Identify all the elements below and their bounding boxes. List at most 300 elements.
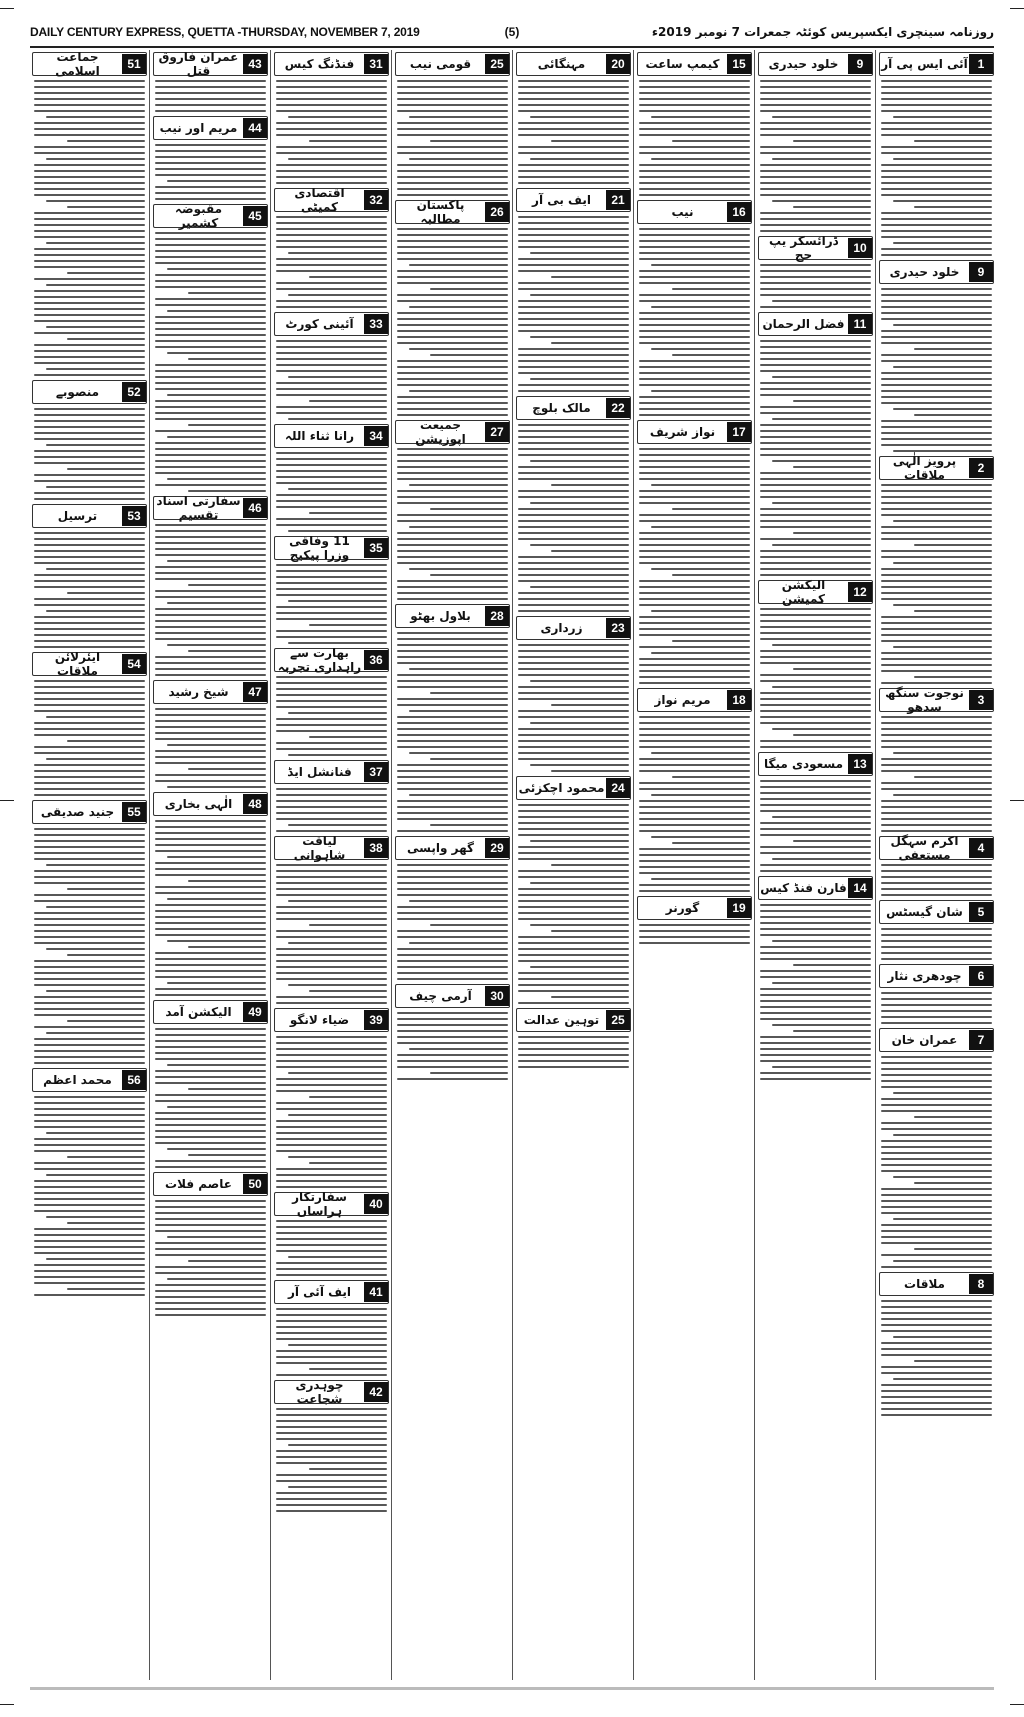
text-line [276,182,387,184]
news-story [758,752,873,872]
text-line [288,294,387,296]
text-line [34,1108,145,1110]
text-line [518,448,629,450]
text-line [397,152,508,154]
masthead [30,20,994,44]
text-line [881,1158,992,1160]
news-story [274,424,389,532]
text-line [276,700,387,702]
text-line [518,324,629,326]
text-line [167,180,266,182]
text-line [518,816,629,818]
text-line [639,758,750,760]
text-line [188,292,267,294]
text-line [772,158,871,160]
text-line [276,706,387,708]
column-2 [758,50,873,1680]
text-line [881,1080,992,1082]
text-line [155,1142,266,1144]
text-line [34,1282,145,1284]
text-line [155,850,266,852]
story-number-badge: 25 [606,1010,630,1030]
text-line [34,586,145,588]
text-line [760,692,871,694]
news-story [879,456,994,684]
text-line [155,542,266,544]
text-line [276,594,387,596]
text-line [881,372,992,374]
text-line [409,348,508,350]
text-line [155,1212,266,1214]
story-headline-box [879,456,994,480]
text-line [639,514,750,516]
text-line [760,698,871,700]
text-line [276,1120,387,1122]
text-line [155,86,266,88]
text-line [430,354,509,356]
text-line [639,460,750,462]
crop-mark-top-left [0,8,14,9]
text-line [397,680,508,682]
text-line [276,864,387,866]
story-body-text [274,676,389,756]
text-line [155,376,266,378]
text-line [397,580,508,582]
text-line [639,830,750,832]
text-line [881,1312,992,1314]
text-line [760,490,871,492]
text-line [397,722,508,724]
text-line [914,1182,993,1184]
story-title: اقتصادی کمیٹی [294,186,345,214]
text-line [639,930,750,932]
news-story [32,380,147,500]
text-line [397,454,508,456]
text-line [893,562,992,564]
text-line [518,372,629,374]
text-line [155,1230,266,1232]
text-line [309,990,388,992]
story-headline-box [274,1008,389,1032]
text-line [155,578,266,580]
text-line [881,1022,992,1024]
text-line [397,372,508,374]
text-line [518,954,629,956]
text-line [397,960,508,962]
story-number-badge: 53 [122,506,146,526]
text-line [167,352,266,354]
text-line [881,1010,992,1012]
text-line [893,1134,992,1136]
text-line [34,314,145,316]
text-line [881,432,992,434]
text-line [276,464,387,466]
text-line [34,1038,145,1040]
text-line [155,454,266,456]
text-line [155,1266,266,1268]
story-number-badge: 27 [485,422,509,442]
text-line [760,164,871,166]
story-number-badge: 16 [727,202,751,222]
text-line [518,258,629,260]
story-title: الیکشن کمیشن [781,578,826,606]
text-line [34,290,145,292]
text-line [155,1052,266,1054]
text-line [760,638,871,640]
text-line [760,340,871,342]
story-title: 11 وفاقی وزرا پیکیج [289,534,350,562]
news-story [274,1192,389,1276]
text-line [397,906,508,908]
text-line [155,466,266,468]
text-line [276,482,387,484]
text-line [34,230,145,232]
text-line [397,520,508,522]
text-line [639,562,750,564]
story-number-badge: 28 [485,606,509,626]
text-line [34,574,145,576]
text-line [67,338,146,340]
text-line [397,698,508,700]
story-number-badge: 52 [122,382,146,402]
news-story [516,188,631,392]
text-line [155,316,266,318]
text-line [276,1180,387,1182]
text-line [397,930,508,932]
text-line [881,864,992,866]
text-line [188,880,267,882]
text-line [881,532,992,534]
text-line [518,92,629,94]
story-headline-box [516,776,631,800]
text-line [276,748,387,750]
text-line [155,832,266,834]
text-line [34,704,145,706]
text-line [639,544,750,546]
text-line [518,644,629,646]
text-line [518,746,629,748]
text-line [397,728,508,730]
text-line [34,616,145,618]
text-line [397,1024,508,1026]
text-line [276,1362,387,1364]
text-line [155,910,266,912]
story-body-text [395,864,510,980]
story-number-badge: 9 [848,54,872,74]
text-line [881,294,992,296]
text-line [639,448,750,450]
text-line [760,182,871,184]
text-line [276,996,387,998]
story-number-badge: 47 [243,682,267,702]
text-line [760,916,871,918]
text-line [34,876,145,878]
text-line [639,282,750,284]
text-line [760,716,871,718]
text-line [155,976,266,978]
text-line [155,1100,266,1102]
text-line [518,834,629,836]
story-number-badge: 55 [122,802,146,822]
news-story [637,688,752,892]
text-line [155,916,266,918]
text-line [155,928,266,930]
text-line [155,1028,266,1030]
text-line [760,454,871,456]
text-line [518,918,629,920]
text-line [167,856,266,858]
text-line [760,1006,871,1008]
story-title: خلود حیدری [889,265,960,279]
text-line [397,170,508,172]
text-line [34,474,145,476]
text-line [881,1004,992,1006]
text-line [881,224,992,226]
news-story [32,652,147,796]
text-line [276,288,387,290]
text-line [276,582,387,584]
text-line [34,894,145,896]
text-line [914,206,993,208]
news-story [153,496,268,676]
text-line [639,734,750,736]
text-line [276,258,387,260]
story-title: بھارت سے راہداری تجربہ [277,646,362,674]
story-headline-box [274,836,389,860]
text-line [518,384,629,386]
text-line [430,924,509,926]
text-line [881,384,992,386]
text-line [276,170,387,172]
text-line [409,668,508,670]
text-line [155,150,266,152]
text-line [881,360,992,362]
news-story [395,200,510,416]
text-line [881,176,992,178]
text-line [881,300,992,302]
text-line [397,258,508,260]
text-line [276,618,387,620]
text-line [760,904,871,906]
text-line [760,680,871,682]
text-line [397,104,508,106]
story-body-text [153,1028,268,1168]
text-line [760,1060,871,1062]
text-line [639,924,750,926]
text-line [397,788,508,790]
text-line [672,288,751,290]
text-line [639,146,750,148]
text-line [155,1130,266,1132]
story-title: مسعودی میگا [763,757,844,771]
story-headline-box [879,688,994,712]
text-line [67,206,146,208]
text-line [288,252,387,254]
text-line [34,1264,145,1266]
story-title: پرویز الٰہی ملاقات [892,454,957,482]
text-line [397,972,508,974]
text-line [155,1046,266,1048]
text-line [881,992,992,994]
text-line [397,234,508,236]
text-line [276,1414,387,1416]
text-line [639,234,750,236]
text-line [397,870,508,872]
text-line [155,958,266,960]
text-line [639,556,750,558]
story-title: رانا ثناء اللہ [285,429,354,443]
text-line [46,284,145,286]
story-number-badge: 3 [969,690,993,710]
text-line [397,830,508,832]
text-line [760,170,871,172]
text-line [518,1048,629,1050]
text-line [288,754,387,756]
text-line [760,212,871,214]
news-story [879,260,994,452]
text-line [772,1024,871,1026]
text-line [639,676,750,678]
text-line [881,1200,992,1202]
text-line [518,164,629,166]
text-line [34,722,145,724]
text-line [639,604,750,606]
text-line [155,104,266,106]
text-line [155,566,266,568]
story-headline-box [32,1068,147,1092]
text-line [551,140,630,142]
text-line [518,698,629,700]
story-title: جمیعت اپوزیشن [415,418,466,446]
text-line [551,996,630,998]
text-line [639,936,750,938]
story-number-badge: 37 [364,762,388,782]
text-line [34,1180,145,1182]
text-line [167,268,266,270]
text-line [651,568,750,570]
text-line [518,318,629,320]
text-line [155,92,266,94]
text-line [760,740,871,742]
story-body-text [395,1012,510,1080]
text-line [893,1092,992,1094]
story-body-text [637,924,752,944]
text-line [881,946,992,948]
text-line [760,568,871,570]
news-story [637,420,752,684]
text-line [881,800,992,802]
text-line [772,376,871,378]
text-line [639,294,750,296]
text-line [34,332,145,334]
text-line [34,86,145,88]
text-line [518,984,629,986]
text-line [276,1084,387,1086]
text-line [893,242,992,244]
text-line [34,414,145,416]
text-line [430,508,509,510]
text-line [760,276,871,278]
text-line [914,348,993,350]
story-body-text [274,1036,389,1188]
text-line [397,1018,508,1020]
story-title: فارن فنڈ کیس [760,881,847,895]
story-title: گھر واپسی [407,841,474,855]
text-line [760,282,871,284]
text-line [34,692,145,694]
text-line [760,520,871,522]
text-line [760,1048,871,1050]
story-title: فضل الرحمان [762,317,845,331]
text-line [155,262,266,264]
text-line [34,900,145,902]
story-body-text [274,216,389,308]
text-line [518,490,629,492]
text-line [639,336,750,338]
text-line [518,912,629,914]
story-body-text [758,340,873,576]
text-line [276,1238,387,1240]
story-body-text [637,716,752,892]
text-line [397,586,508,588]
text-line [639,884,750,886]
news-story [758,876,873,1080]
story-number-badge: 23 [606,618,630,638]
text-line [397,240,508,242]
text-line [760,1042,871,1044]
story-title: ڈرائسکر یپ حج [769,234,838,262]
story-body-text [32,1096,147,1296]
text-line [288,900,387,902]
text-line [639,490,750,492]
text-line [397,1078,508,1080]
text-line [760,632,871,634]
text-line [155,1254,266,1256]
text-line [518,312,629,314]
story-headline-box [274,188,389,212]
story-headline-box [153,680,268,704]
story-title: عمران خان [891,1033,958,1047]
text-line [518,610,629,612]
text-line [276,352,387,354]
text-line [881,824,992,826]
text-line [881,598,992,600]
text-line [276,1498,387,1500]
text-line [34,218,145,220]
text-line [397,194,508,196]
text-line [155,554,266,556]
text-line [881,134,992,136]
text-line [914,544,993,546]
text-line [276,966,387,968]
text-line [397,550,508,552]
text-line [397,270,508,272]
text-line [34,622,145,624]
text-line [34,746,145,748]
text-line [760,946,871,948]
text-line [651,836,750,838]
text-line [639,402,750,404]
story-title: مالک بلوچ [532,401,591,415]
text-line [893,520,992,522]
text-line [881,128,992,130]
story-headline-box [395,200,510,224]
text-line [34,840,145,842]
text-line [34,80,145,82]
text-line [639,806,750,808]
text-line [793,140,872,142]
text-line [276,588,387,590]
